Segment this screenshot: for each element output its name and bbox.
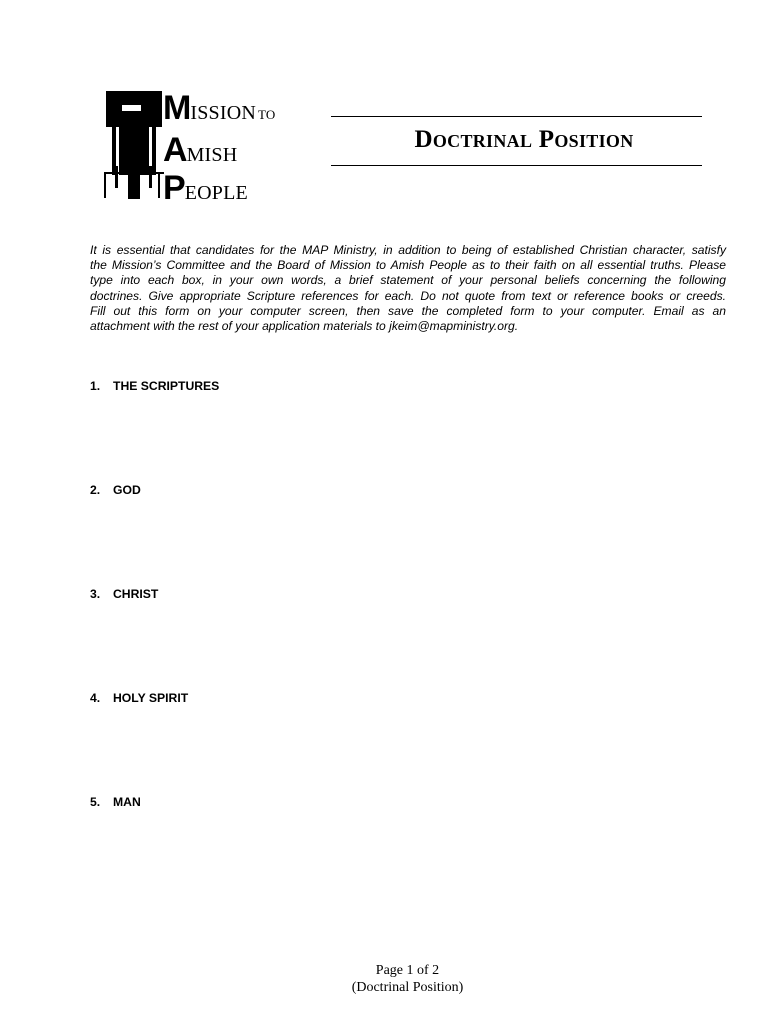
instructions-line: type into each box, in your own words, a brief statement of your personal beliefs concerning the following — [90, 273, 726, 288]
instructions-line: the Mission’s Committee and the Board of Mission to Amish People as to their faith on all essential truths. Please — [90, 258, 726, 273]
footer-doc-name: (Doctrinal Position) — [351, 980, 464, 995]
amish-buggy-logo-icon — [104, 88, 164, 200]
question-label: MAN — [113, 795, 141, 809]
question-label: THE SCRIPTURES — [113, 379, 220, 393]
logo-word-eople: EOPLE — [184, 182, 248, 204]
logo-line-mission — [163, 91, 275, 125]
instructions-line: It is essential that candidates for the MAP Ministry, in addition to being of established Christian character, satisfy — [90, 243, 726, 257]
title-rule-top — [331, 116, 702, 117]
question-number: 3. — [90, 587, 101, 601]
title-rule-bottom — [331, 165, 702, 166]
page-title: Doctrinal Position — [414, 126, 634, 153]
question-label: CHRIST — [113, 587, 159, 601]
question-label: HOLY SPIRIT — [113, 691, 189, 705]
page-number: Page 1 of 2 — [375, 963, 440, 978]
answer-field-man[interactable] — [112, 814, 722, 894]
question-christ — [90, 587, 158, 601]
page-footer — [300, 962, 515, 996]
question-number: 2. — [90, 483, 101, 497]
instructions-paragraph — [90, 243, 726, 334]
logo-initial-m: M — [163, 89, 191, 127]
question-number: 5. — [90, 795, 101, 809]
question-number: 1. — [90, 379, 101, 393]
question-god — [90, 483, 141, 497]
logo-word-mish: MISH — [186, 144, 238, 166]
logo-word-ission: ISSION — [190, 102, 256, 124]
question-number: 4. — [90, 691, 101, 705]
question-label: GOD — [113, 483, 141, 497]
instructions-line: attachment with the rest of your application materials to jkeim@mapministry.org. — [90, 319, 519, 334]
question-holy-spirit — [90, 691, 188, 705]
question-man — [90, 795, 141, 809]
instructions-line: doctrines. Give appropriate Scripture references for each. Do not quote from text or reference books or creeds. — [90, 288, 726, 303]
logo-line-amish — [163, 133, 237, 167]
logo-word-to: TO — [257, 107, 276, 122]
instructions-line: Fill out this form on your computer screen, then save the completed form to your computer. Email as an — [90, 303, 726, 318]
answer-field-holy-spirit[interactable] — [112, 710, 722, 790]
logo-initial-a: A — [163, 131, 187, 169]
logo-initial-p: P — [163, 169, 185, 207]
logo-line-people — [163, 171, 248, 205]
question-scriptures — [90, 379, 219, 393]
answer-field-christ[interactable] — [112, 606, 722, 686]
map-logo — [104, 88, 304, 207]
answer-field-scriptures[interactable] — [112, 398, 722, 478]
answer-field-god[interactable] — [112, 502, 722, 582]
